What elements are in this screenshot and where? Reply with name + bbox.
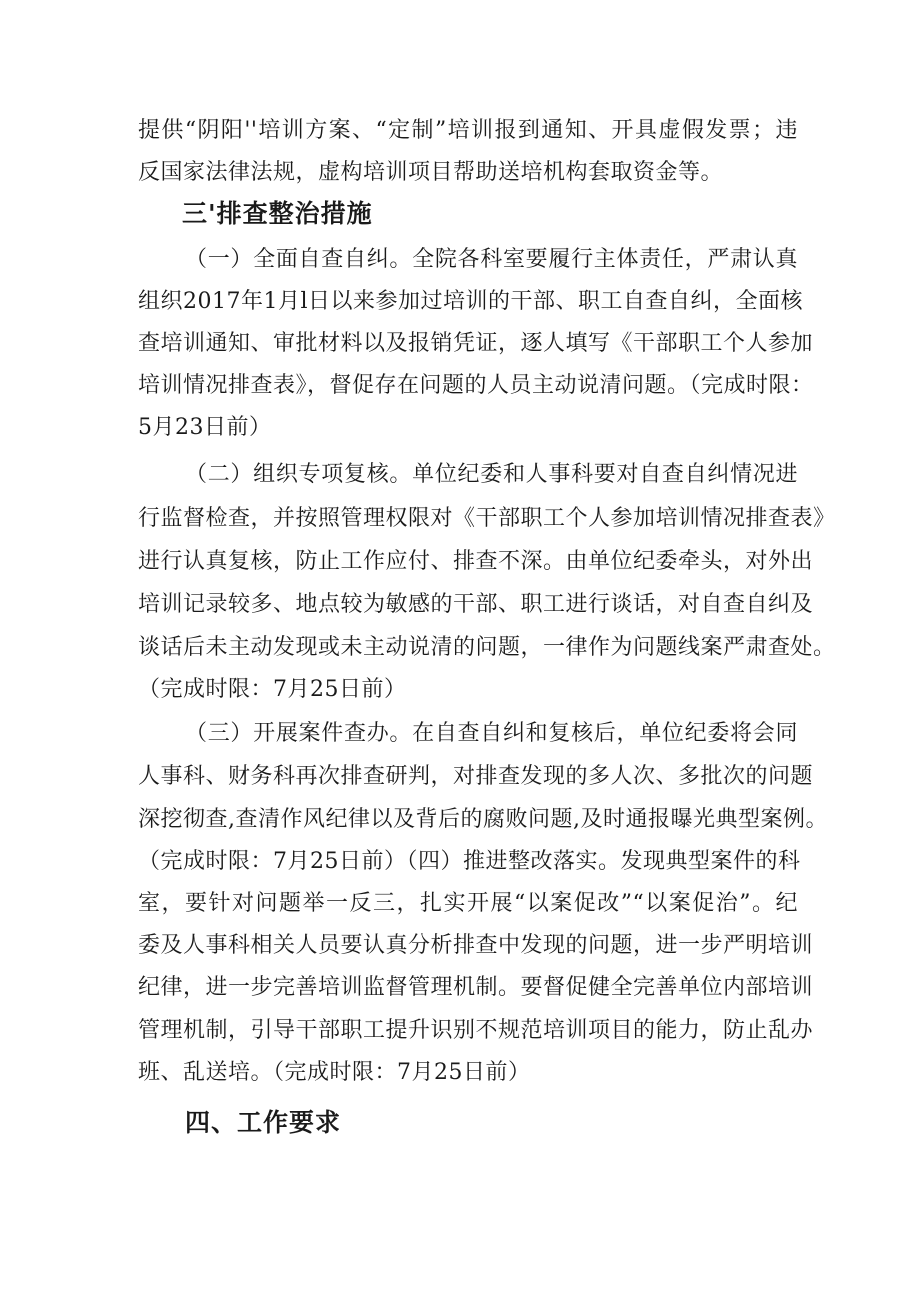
paragraph-2-line: （完成时限：7月25日前）: [138, 677, 407, 702]
paragraph-1-line: 5月23日前）: [138, 415, 272, 440]
paragraph-3-line: 室，要针对问题举一反三，扎实开展“以案促改”“以案促治”。纪: [138, 891, 798, 916]
paragraph-3-line: 人事科、财务科再次排查研判，对排查发现的多人次、多批次的问题: [138, 764, 814, 789]
paragraph-3-line: 班、乱送培。（完成时限：7月25日前）: [138, 1060, 531, 1085]
paragraph-3-line: 管理机制，引导干部职工提升识别不规范培训项目的能力，防止乱办: [138, 1018, 814, 1043]
paragraph-1-line: 查培训通知、审批材料以及报销凭证，逐人填写《干部职工个人参加: [138, 331, 814, 356]
paragraph-1-line: 组织2017年1月l日以来参加过培训的干部、职工自查自纠，全面核: [138, 289, 804, 314]
paragraph-2-line: 进行认真复核，防止工作应付、排查不深。由单位纪委牵头，对外出: [138, 549, 814, 574]
paragraph-1-line: 培训情况排查表》，督促存在问题的人员主动说清问题。（完成时限：: [138, 373, 814, 398]
body-line: 反国家法律法规，虚构培训项目帮助送培机构套取资金等。: [138, 160, 724, 185]
paragraph-3-line: 纪律，进一步完善培训监督管理机制。要督促健全完善单位内部培训: [138, 975, 814, 1000]
paragraph-2-line: 行监督检查，并按照管理权限对《干部职工个人参加培训情况排查表》: [138, 506, 836, 531]
paragraph-3-line: 深挖彻查,查清作风纪律以及背后的腐败问题,及时通报曝光典型案例。: [138, 807, 828, 832]
paragraph-2-line: 培训记录较多、地点较为敏感的干部、职工进行谈话，对自查自纠及: [138, 592, 814, 617]
paragraph-3-line: 委及人事科相关人员要认真分析排查中发现的问题，进一步严明培训: [138, 933, 814, 958]
paragraph-3-line: （完成时限：7月25日前）（四）推进整改落实。发现典型案件的科: [138, 849, 801, 874]
body-line: 提供“阴阳''培训方案、“定制”培训报到通知、开具虚假发票；违: [138, 118, 798, 143]
paragraph-3-line: （三）开展案件查办。在自查自纠和复核后，单位纪委将会同: [185, 721, 798, 746]
paragraph-2-line: （二）组织专项复核。单位纪委和人事科要对自查自纠情况进: [185, 462, 798, 487]
section-heading-3: 三'排查整治措施: [182, 199, 373, 228]
paragraph-2-line: 谈话后未主动发现或未主动说清的问题，一律作为问题线案严肃查处。: [138, 635, 836, 660]
paragraph-1-line: （一）全面自查自纠。全院各科室要履行主体责任，严肃认真: [185, 247, 798, 272]
section-heading-4: 四、工作要求: [185, 1108, 342, 1137]
